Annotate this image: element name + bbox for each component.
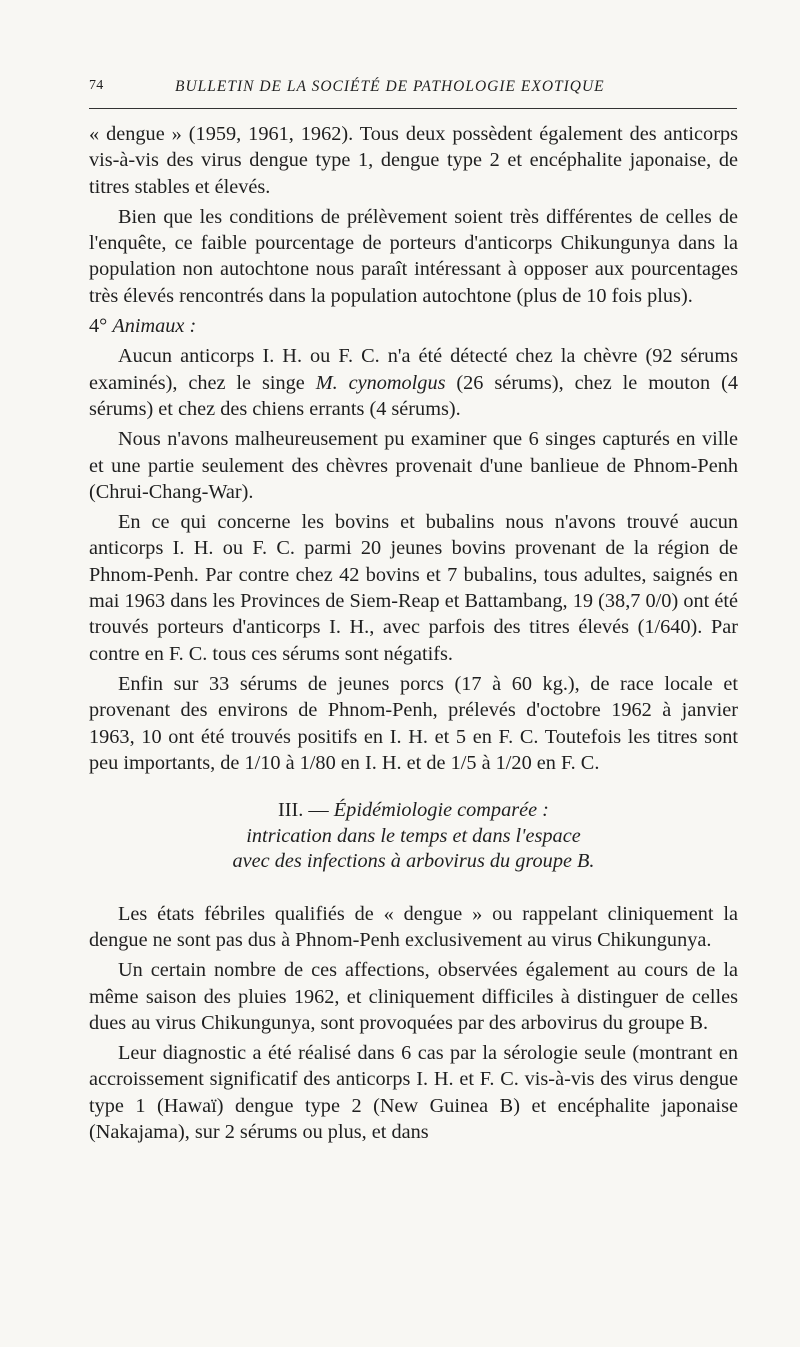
page-number: 74 — [89, 78, 104, 93]
running-title: BULLETIN DE LA SOCIÉTÉ DE PATHOLOGIE EXOTIQUE — [175, 78, 605, 95]
species-name: M. cynomolgus — [315, 371, 446, 394]
section-number: III. — — [278, 799, 334, 822]
subheading-label: Animaux : — [112, 315, 197, 338]
section-title-line — [89, 798, 738, 824]
paragraph: Les états fébriles qualifiés de « dengue » ou rappelant cliniquement la dengue ne sont pas dus à Phnom-Penh exclusivement au virus Chikungunya. — [89, 902, 738, 951]
paragraph: Leur diagnostic a été réalisé dans 6 cas par la sérologie seule (montrant en accroissement significatif des anticorps I. H. et F. C. vis-à-vis des virus dengue type 1 (Hawaï) dengue type 2 (New Guinea B) et encéphalite japonaise (Nakajama), sur 2 sérums ou plus, et dans — [89, 1042, 738, 1143]
header-rule — [89, 108, 737, 109]
section-heading — [89, 798, 738, 875]
paragraph-text: Aucun anticorps I. H. ou F. C. n'a été détecté chez la chèvre (92 sérums examinés), chez le singe — [89, 345, 738, 394]
body-text — [89, 121, 738, 1149]
subheading-number: 4° — [89, 315, 113, 338]
paragraph: Nous n'avons malheureusement pu examiner que 6 singes capturés en ville et une partie seulement des chèvres provenait d'une banlieue de Phnom-Penh (Chrui-Chang-War). — [89, 428, 738, 503]
subheading — [89, 313, 738, 339]
section-title: Épidémiologie comparée : — [333, 799, 549, 822]
paragraph: « dengue » (1959, 1961, 1962). Tous deux possèdent également des anticorps vis-à-vis des virus dengue type 1, dengue type 2 et encéphalite japonaise, de titres stables et élevés. — [89, 123, 738, 198]
paragraph-text: (26 sérums), chez le mouton (4 sérums) et chez des chiens errants (4 sérums). — [89, 371, 738, 420]
paragraph: Un certain nombre de ces affections, observées également au cours de la même saison des pluies 1962, et cliniquement difficiles à distinguer de celles dues au virus Chikungunya, sont provoquées par des arbovirus du groupe B. — [89, 959, 738, 1034]
section-subtitle-line: intrication dans le temps et dans l'espace — [246, 824, 581, 847]
paragraph: Bien que les conditions de prélèvement soient très différentes de celles de l'enquête, ce faible pourcentage de porteurs d'anticorps Chikungunya dans la population non autochtone nous paraît intéressant à opposer aux pourcentages très élevés rencontrés dans la population autochtone (plus de 10 fois plus). — [89, 205, 738, 307]
paragraph: En ce qui concerne les bovins et bubalins nous n'avons trouvé aucun anticorps I. H. ou F. C. parmi 20 jeunes bovins provenant de la région de Phnom-Penh. Par contre chez 42 bovins et 7 bubalins, tous adultes, saignés en mai 1963 dans les Provinces de Siem-Reap et Battambang, 19 (38,7 0/0) ont été trouvés porteurs d'anticorps I. H., avec parfois des titres élevés (1/640). Par contre en F. C. tous ces sérums sont négatifs. — [89, 511, 738, 665]
paragraph: Enfin sur 33 sérums de jeunes porcs (17 à 60 kg.), de race locale et provenant des environs de Phnom-Penh, prélevés d'octobre 1962 à janvier 1963, 10 ont été trouvés positifs en I. H. et 5 en F. C. Toutefois les titres sont peu importants, de 1/10 à 1/80 en I. H. et de 1/5 à 1/20 en F. C. — [89, 672, 738, 774]
section-subtitle-line: avec des infections à arbovirus du groupe B. — [232, 850, 595, 873]
paragraph — [89, 343, 738, 422]
